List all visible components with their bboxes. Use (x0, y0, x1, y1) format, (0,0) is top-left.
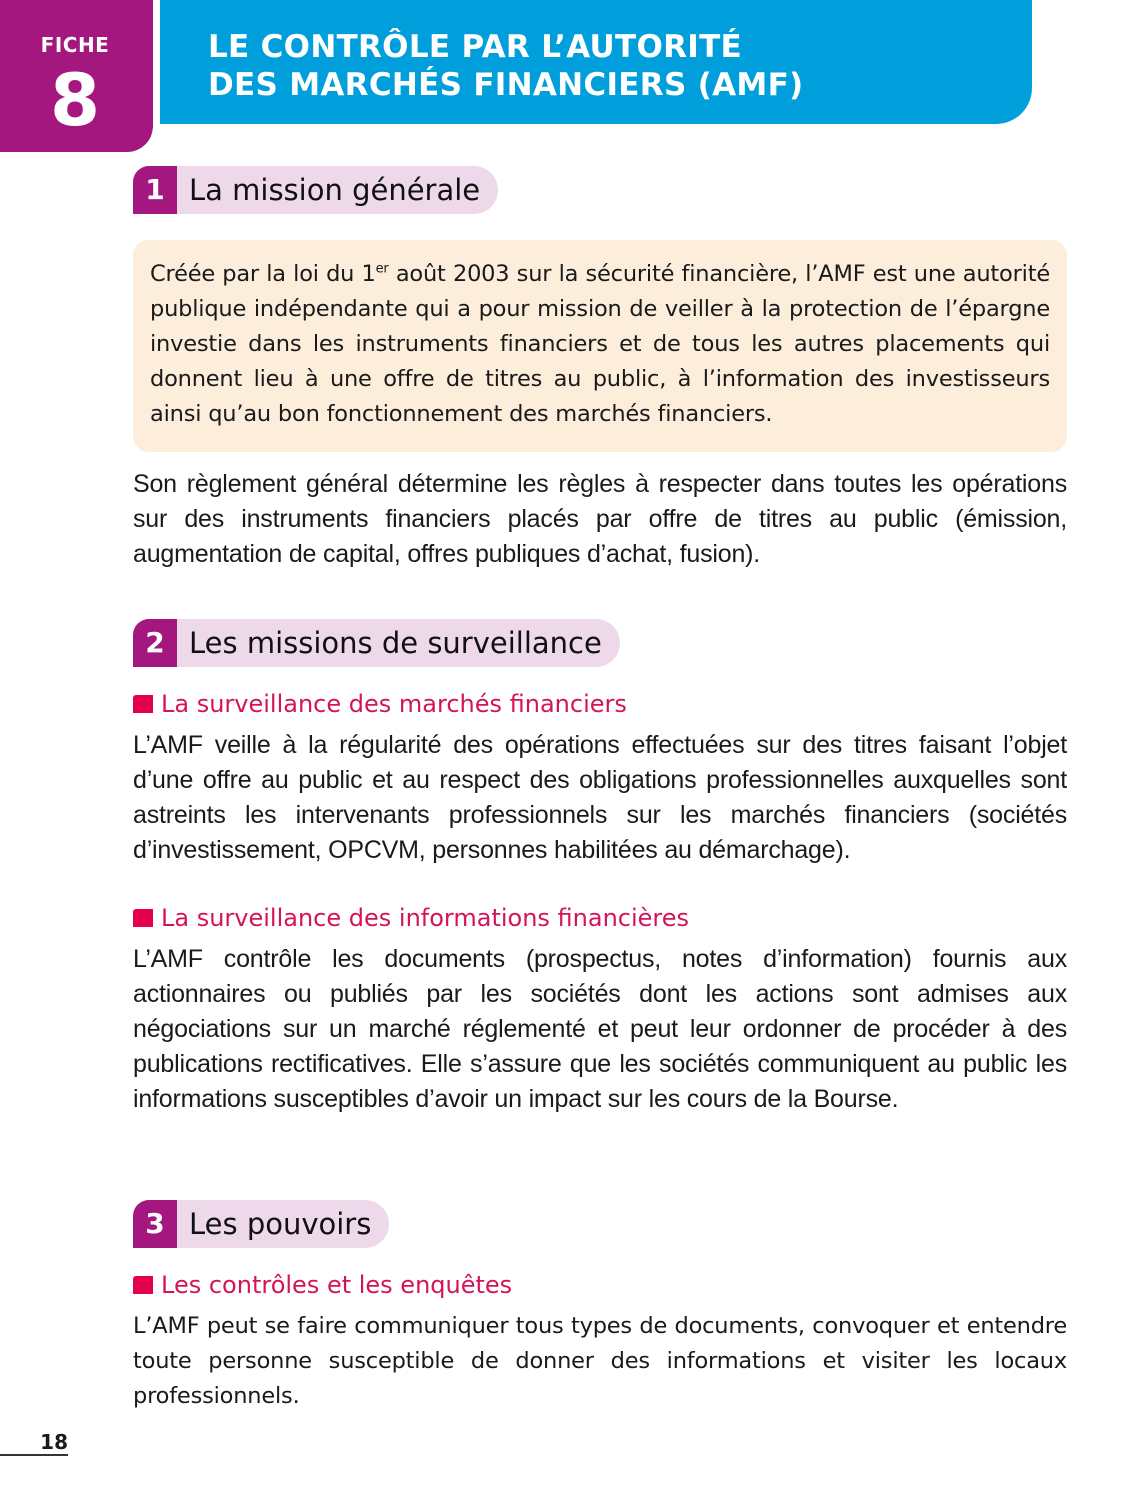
square-bullet-icon (133, 909, 153, 927)
section-number: 3 (133, 1200, 177, 1248)
subsection-text: L’AMF peut se faire communiquer tous types de documents, convoquer et entendre toute personne susceptible de donner des informations et visiter les locaux professionnels. (133, 1313, 1067, 1409)
section-title: La mission générale (177, 166, 498, 214)
section-2-heading (133, 619, 620, 667)
page-title-line-2: DES MARCHÉS FINANCIERS (AMF) (208, 67, 804, 103)
subsection-text: L’AMF contrôle les documents (prospectus, notes d’information) fournis aux actionnaires ou publiés par les sociétés dont les actions sont admises aux négociations sur un marché réglementé et peut leur ordonner de procéder à des publications rectificatives. Elle s’assure que les sociétés communiquent au public les informations susceptibles d’avoir un impact sur les cours de la Bourse. (133, 945, 1067, 1113)
subsection-text: L’AMF veille à la régularité des opérations effectuées sur des titres faisant l’objet d’une offre au public et au respect des obligations professionnelles auxquelles sont astreints les intervenants professionnels sur les marchés financiers (sociétés d’investissement, OPCVM, personnes habilitées au démarchage). (133, 731, 1067, 864)
title-bar (160, 0, 1032, 124)
fiche-number: 8 (49, 58, 101, 142)
square-bullet-icon (133, 1276, 153, 1294)
square-bullet-icon (133, 695, 153, 713)
section-number: 2 (133, 619, 177, 667)
subsection-heading: La surveillance des informations financières (133, 904, 689, 932)
page-title-line-1: LE CONTRÔLE PAR L’AUTORITÉ (208, 29, 743, 65)
subsection-heading: Les contrôles et les enquêtes (133, 1271, 512, 1299)
section-1-heading (133, 166, 498, 214)
section-1-paragraph: Son règlement général détermine les règles à respecter dans toutes les opérations sur des instruments financiers placés par offre de titres au public (émission, augmentation de capital, offres publiques d’achat, fusion). (133, 470, 1067, 568)
section-3-heading (133, 1200, 389, 1248)
fiche-label: FICHE (40, 33, 110, 57)
page-number: 18 (0, 1428, 68, 1456)
intro-text: Créée par la loi du 1er août 2003 sur la sécurité financière, l’AMF est une autorité publique indépendante qui a pour mission de veiller à la protection de l’épargne investie dans les instruments financiers et de tous les autres placements qui donnent lieu à une offre de titres au public, à l’information des investisseurs ainsi qu’au bon fonctionnement des marchés financiers. (150, 261, 1050, 427)
section-title: Les pouvoirs (177, 1200, 389, 1248)
intro-box (133, 240, 1067, 452)
subsection-heading: La surveillance des marchés financiers (133, 690, 627, 718)
fiche-tab (0, 0, 153, 152)
section-title: Les missions de surveillance (177, 619, 620, 667)
section-number: 1 (133, 166, 177, 214)
